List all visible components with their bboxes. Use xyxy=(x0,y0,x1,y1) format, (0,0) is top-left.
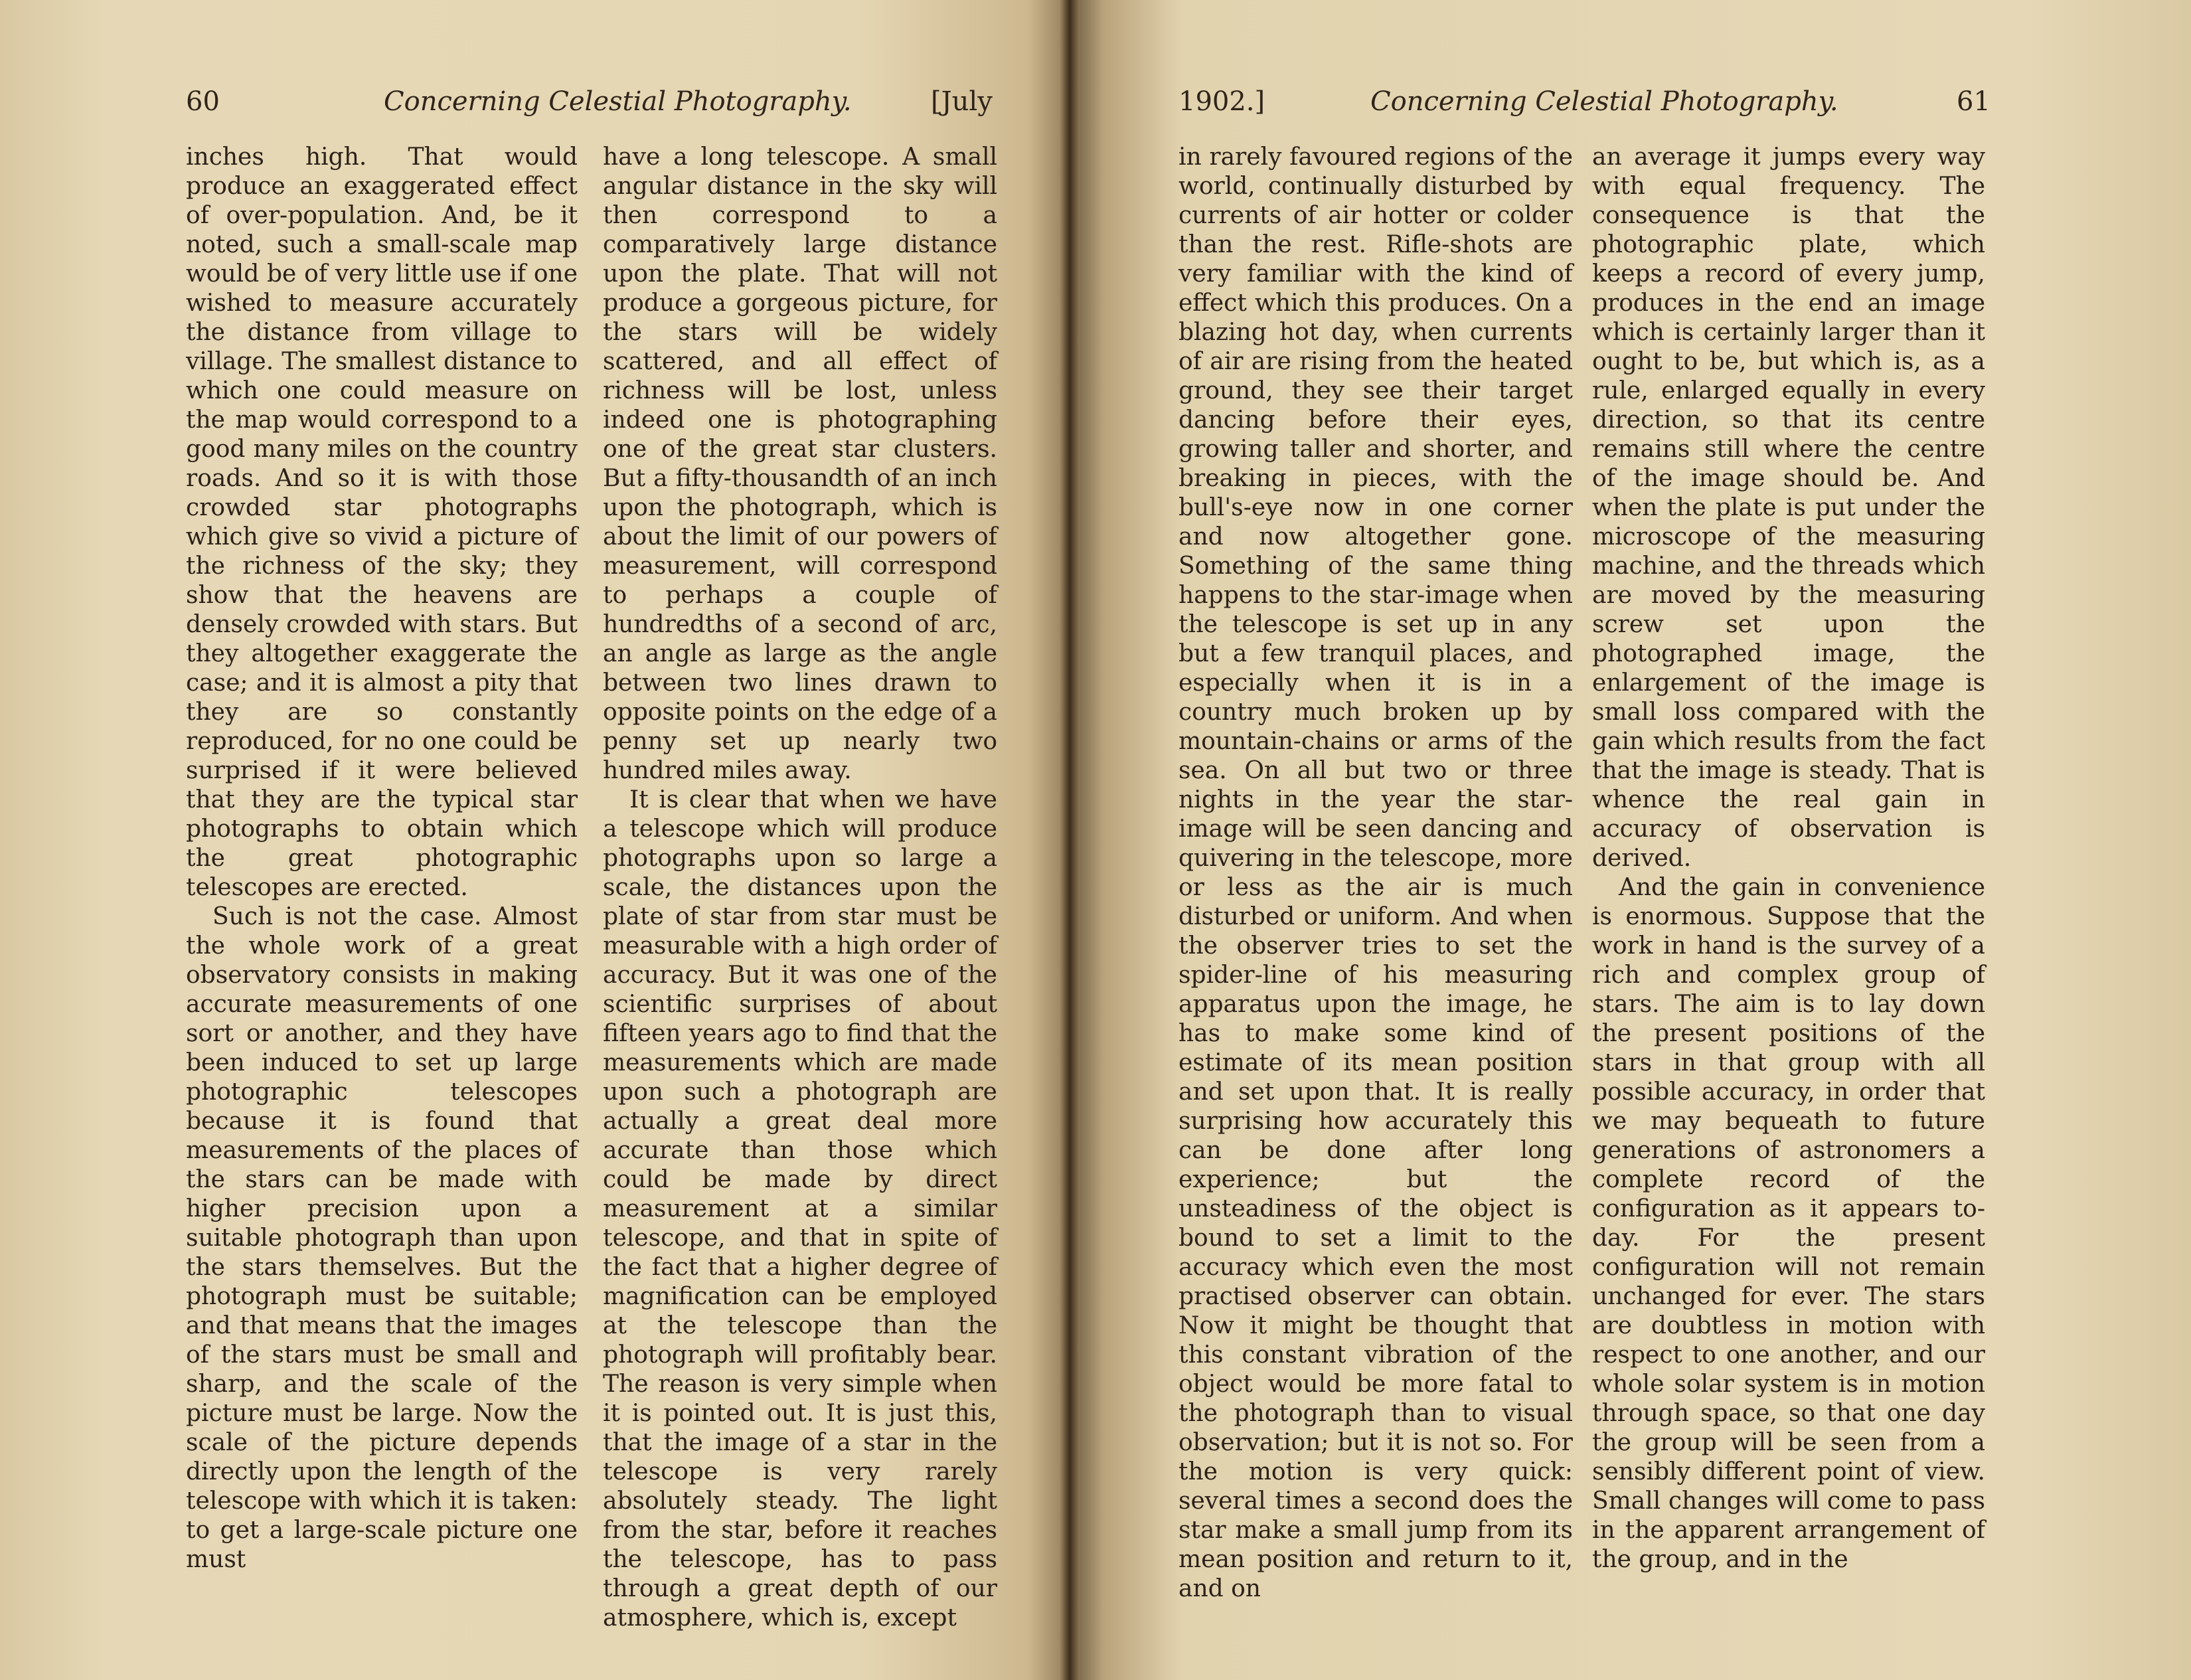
paragraph: It is clear that when we have a telescope which will produce photographs upon so large a scale, the distances upon the plate of star from star must be measurable with a high order of accuracy. But it was one of the scientific surprises of about fifteen years ago to find that the measurements which are made upon such a photograph are actually a great deal more accurate than those which could be made by direct measurement at a similar telescope, and that in spite of the fact that a higher degree of magnification can be employed at the telescope than the photograph will profitably bear. The reason is very simple when it is pointed out. It is just this, that the image of a star in the telescope is very rarely absolutely steady. The light from the star, before it reaches the telescope, has to pass through a great depth of our atmosphere, which is, except xyxy=(603,786,997,1632)
book-gutter xyxy=(1060,0,1080,1680)
right-running-title: Concerning Celestial Photography. xyxy=(1370,86,1838,117)
right-page-column-1 xyxy=(1178,143,1573,1604)
paragraph: an average it jumps every way with equal frequency. The consequence is that the photographic plate, which keeps a record of every jump, produces in the end an image which is certainly larger than it ought to be, but which is, as a rule, enlarged equally in every direction, so that its centre remains still where the centre of the image should be. And when the plate is put under the microscope of the measuring machine, and the threads which are moved by the measuring screw set upon the photographed image, the enlargement of the image is small loss compared with the gain which results from the fact that the image is steady. That is whence the real gain in accuracy of observation is derived. xyxy=(1592,143,1985,872)
paragraph: have a long telescope. A small angular distance in the sky will then correspond to a comparatively large distance upon the plate. That will not produce a gorgeous picture, for the stars will be widely scattered, and all effect of richness will be lost, unless indeed one is photographing one of the great star clusters. But a fifty-thousandth of an inch upon the photograph, which is about the limit of our powers of measurement, will correspond to perhaps a couple of hundredths of a second of arc, an angle as large as the angle between two lines drawn to opposite points on the edge of a penny set up nearly two hundred miles away. xyxy=(603,143,997,784)
paragraph: Such is not the case. Almost the whole work of a great observatory consists in making accurate measurements of one sort or another, and they have been induced to set up large photographic telescopes because it is found that measurements of the places of the stars can be made with higher precision upon a suitable photograph than upon the stars themselves. But the photograph must be suitable; and that means that the images of the stars must be small and sharp, and the scale of the picture must be large. Now the scale of the picture depends directly upon the length of the telescope with which it is taken: to get a large-scale picture one must xyxy=(186,903,578,1573)
right-page xyxy=(1070,0,2191,1680)
left-running-title: Concerning Celestial Photography. xyxy=(384,86,852,117)
left-running-month: [July xyxy=(931,86,993,117)
right-page-column-2 xyxy=(1592,143,1985,1574)
left-page-column-1 xyxy=(186,143,578,1574)
right-page-number: 61 xyxy=(1957,86,1990,117)
right-running-year: 1902.] xyxy=(1178,86,1265,117)
left-page xyxy=(0,0,1070,1680)
paragraph: inches high. That would produce an exaggerated effect of over-population. And, be it noted, such a small-scale map would be of very little use if one wished to measure accurately the distance from village to village. The smallest distance to which one could measure on the map would correspond to a good many miles on the country roads. And so it is with those crowded star photographs which give so vivid a picture of the richness of the sky; they show that the heavens are densely crowded with stars. But they altogether exaggerate the case; and it is almost a pity that they are so constantly reproduced, for no one could be surprised if it were believed that they are the typical star photographs to obtain which the great photographic telescopes are erected. xyxy=(186,143,578,901)
left-page-number: 60 xyxy=(186,86,220,117)
left-page-column-2 xyxy=(603,143,997,1633)
paragraph: And the gain in convenience is enormous. Suppose that the work in hand is the survey of a rich and complex group of stars. The aim is to lay down the present positions of the stars in that group with all possible accuracy, in order that we may bequeath to future generations of astronomers a complete record of the configuration as it appears to-day. For the present configuration will not remain unchanged for ever. The stars are doubtless in motion with respect to one another, and our whole solar system is in motion through space, so that one day the group will be seen from a sensibly different point of view. Small changes will come to pass in the apparent arrangement of the group, and in the xyxy=(1592,874,1985,1573)
paragraph: in rarely favoured regions of the world, continually disturbed by currents of air hotter or colder than the rest. Rifle-shots are very familiar with the kind of effect which this produces. On a blazing hot day, when currents of air are rising from the heated ground, they see their target dancing before their eyes, growing taller and shorter, and breaking in pieces, with the bull's-eye now in one corner and now altogether gone. Something of the same thing happens to the star-image when the telescope is set up in any but a few tranquil places, and especially when it is in a country much broken up by mountain-chains or arms of the sea. On all but two or three nights in the year the star-image will be seen dancing and quivering in the telescope, more or less as the air is much disturbed or uniform. And when the observer tries to set the spider-line of his measuring apparatus upon the image, he has to make some kind of estimate of its mean position and set upon that. It is really surprising how accurately this can be done after long experience; but the unsteadiness of the object is bound to set a limit to the accuracy which even the most practised observer can obtain. Now it might be thought that this constant vibration of the object would be more fatal to the photograph than to visual observation; but it is not so. For the motion is very quick: several times a second does the star make a small jump from its mean position and return to it, and on xyxy=(1178,143,1573,1602)
